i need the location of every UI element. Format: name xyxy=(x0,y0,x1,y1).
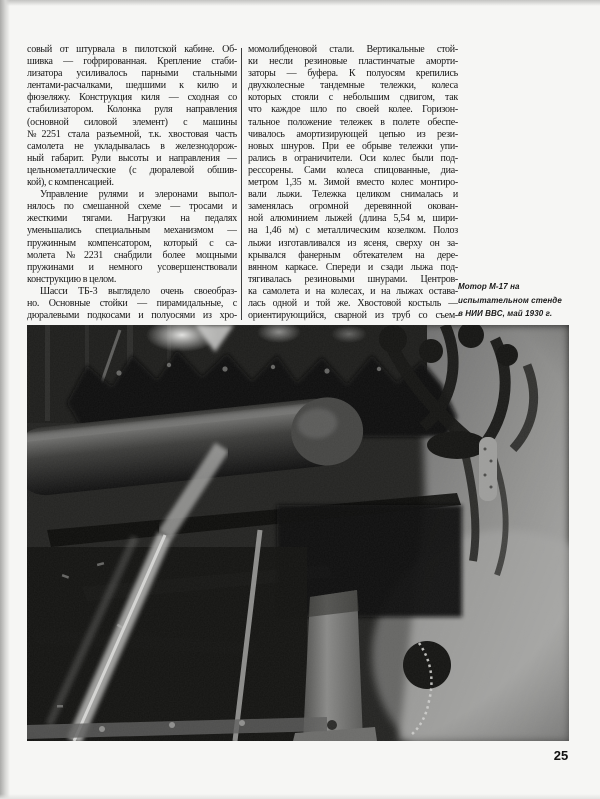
text-column-left xyxy=(27,44,237,322)
text-line: ки несли резиновые пластинчатые аморти- xyxy=(248,56,458,68)
text-line: момолибденовой стали. Вертикальные стой- xyxy=(248,44,458,55)
text-line: Шасси ТБ-3 выглядело очень своеобраз- xyxy=(40,285,237,297)
caption-line: в НИИ ВВС, май 1930 г. xyxy=(458,309,553,318)
text-line: метром 1,35 м. Зимой вместо колес монтиро- xyxy=(248,177,458,189)
text-line: тальное положение тележек в полете обеспе- xyxy=(248,116,458,128)
photo-caption xyxy=(458,280,598,321)
text-line: новых шнуров. При ее обрыве тележки упи- xyxy=(248,140,458,152)
text-line: самолета не укладывалась в железнодорож- xyxy=(27,140,237,152)
text-line: лась одной и той же. Хвостовой костыль — xyxy=(248,297,458,309)
text-line: ориентирующийся, сварной из труб со съем- xyxy=(248,310,458,322)
scan-shadow-bottom xyxy=(0,794,600,799)
scan-shadow-top xyxy=(0,0,600,6)
caption-line: Мотор М-17 на xyxy=(458,282,520,291)
text-line: №2251 стала разъемной, т.к. хвостовая часть xyxy=(27,128,237,140)
text-line: ной алюминием лыжей (длина 5,54 м, шири- xyxy=(248,213,458,225)
scan-shadow-left xyxy=(0,0,10,799)
text-line: рессорены. Сами колеса спицованные, диа- xyxy=(248,164,458,176)
text-line: ка самолета и на колесах, и на лыжах остава- xyxy=(248,285,458,297)
engine-photo-image xyxy=(27,325,569,741)
text-line: ный габарит. Рули высоты и направления — xyxy=(27,152,237,164)
page-number: 25 xyxy=(553,748,569,763)
text-line: лентами-расчалками, шедшими к килю и xyxy=(27,80,237,92)
text-line: на 1,46 м) с металлическим козелком. Полоз xyxy=(248,225,458,237)
article-text xyxy=(27,44,458,324)
text-line: вянном каркасе. Спереди и сзади лыжа под- xyxy=(248,261,458,273)
text-line: пружинным компенсатором, который с са- xyxy=(27,237,237,249)
column-divider-rule xyxy=(241,48,242,320)
text-line: рались в ограничители. Оси колес были под- xyxy=(248,152,458,164)
text-line: крывался фанерным обтекателем на дере- xyxy=(248,249,458,261)
text-line: чивалось амортизирующей цепью из рези- xyxy=(248,128,458,140)
text-line: шивка — гофрированная. Крепление стаби- xyxy=(27,56,237,68)
text-line: но. Основные стойки — пирамидальные, с xyxy=(27,297,237,309)
text-line: кой), с компенсацией. xyxy=(27,177,114,189)
text-line: лизатора усиливалось парными стальными xyxy=(27,68,237,80)
text-line: дюралевыми подкосами и полуосями из хро- xyxy=(27,310,237,322)
text-line: двухколесные тандемные тележки, колеса xyxy=(248,80,458,92)
text-line: стабилизатором. Колонка руля направления xyxy=(27,104,237,116)
text-line: заторы — буфера. К полуосям крепились xyxy=(248,68,458,80)
text-line: уменьшались специальным механизмом — xyxy=(27,225,237,237)
text-line: нялось по смешанной схеме — тросами и xyxy=(27,201,237,213)
text-line: пружинами и немного усовершенствовали xyxy=(27,261,237,273)
engine-photo xyxy=(27,325,569,741)
text-line: молета №2231 снабдили более мощными xyxy=(27,249,237,261)
text-line: конструкцию в целом. xyxy=(27,273,117,285)
text-line: вали лыжи. Тележка целиком снималась и xyxy=(248,189,458,201)
caption-line: испытательном стенде xyxy=(458,295,562,305)
text-line: лыжи изготавливался из ясеня, сверху он за- xyxy=(248,237,458,249)
text-line: цельнометаллические (с дюралевой обшив- xyxy=(27,164,237,176)
text-line: (основной силовой элемент) с машины xyxy=(27,116,237,128)
text-line: совый от штурвала в пилотской кабине. Об- xyxy=(27,44,237,55)
text-line: что каждое шло по своей колее. Горизон- xyxy=(248,104,458,116)
text-line: Управление рулями и элеронами выпол- xyxy=(40,189,237,201)
text-column-right xyxy=(248,44,458,322)
text-line: заменялась огромной деревянной окован- xyxy=(248,201,458,213)
text-line: жесткими тягами. Нагрузки на педалях xyxy=(27,213,237,225)
text-line: тягивалась резиновыми шнурами. Центров- xyxy=(248,273,458,285)
text-line: которых стояли с небольшим сдвигом, так xyxy=(248,92,458,104)
text-line: фюзеляжу. Конструкция киля — сходная со xyxy=(27,92,237,104)
